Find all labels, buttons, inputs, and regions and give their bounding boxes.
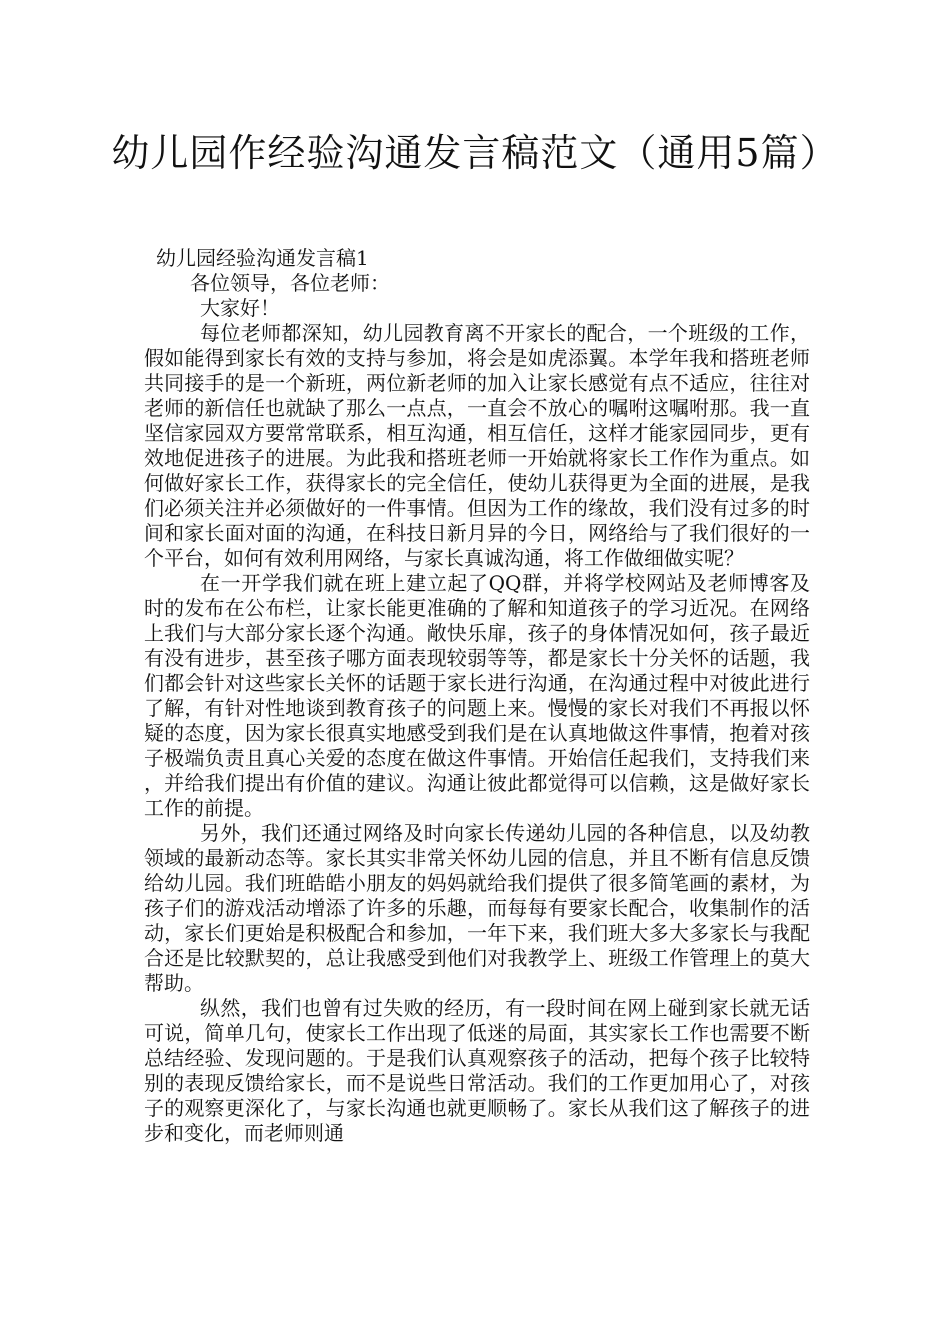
greeting: 大家好！ (200, 296, 280, 320)
document-title: 幼儿园作经验沟通发言稿范文（通用5篇） (111, 131, 839, 175)
paragraph-1: 每位老师都深知，幼儿园教育离不开家长的配合，一个班级的工作，假如能得到家长有效的支持与参加，将会是如虎添翼。本学年我和搭班老师共同接手的是一个新班，两位新老师的加入让家长感觉有点不适应，往往对老师的新信任也就缺了那么一点点，一直会不放心的嘱咐这嘱咐那。我一直坚信家园双方要常常联系，相互沟通，相互信任，这样才能家园同步，更有效地促进孩子的进展。为此我和搭班老师一开始就将家长工作作为重点。如何做好家长工作，获得家长的完全信任，使幼儿获得更为全面的进展，是我们必须关注并必须做好的一件事情。但因为工作的缘故，我们没有过多的时间和家长面对面的沟通，在科技日新月异的今日，网络给与了我们很好的一个平台，如何有效利用网络，与家长真诚沟通，将工作做细做实呢？ (144, 321, 810, 570)
salutation: 各位领导，各位老师： (190, 271, 390, 295)
paragraph-3: 另外，我们还通过网络及时向家长传递幼儿园的各种信息，以及幼教领域的最新动态等。家长其实非常关怀幼儿园的信息，并且不断有信息反馈给幼儿园。我们班皓皓小朋友的妈妈就给我们提供了很多简笔画的素材，为孩子们的游戏活动增添了许多的乐趣，而每每有要家长配合，收集制作的活动，家长们更始是积极配合和参加，一年下来，我们班大多大多家长与我配合还是比较默契的，总让我感受到他们对我教学上、班级工作管理上的莫大帮助。 (144, 821, 810, 995)
paragraph-4: 纵然，我们也曾有过失败的经历，有一段时间在网上碰到家长就无话可说，简单几句，使家长工作出现了低迷的局面，其实家长工作也需要不断总结经验、发现问题的。于是我们认真观察孩子的活动，把每个孩子比较特别的表现反馈给家长，而不是说些日常活动。我们的工作更加用心了，对孩子的观察更深化了，与家长沟通也就更顺畅了。家长从我们这了解孩子的进步和变化，而老师则通 (144, 996, 810, 1145)
section-heading: 幼儿园经验沟通发言稿1 (156, 246, 369, 270)
document-body (144, 246, 810, 1146)
paragraph-2: 在一开学我们就在班上建立起了QQ群，并将学校网站及老师博客及时的发布在公布栏，让家长能更准确的了解和知道孩子的学习近况。在网络上我们与大部分家长逐个沟通。敞快乐扉，孩子的身体情况如何，孩子最近有没有进步，甚至孩子哪方面表现较弱等等，都是家长十分关怀的话题，我们都会针对这些家长关怀的话题于家长进行沟通，在沟通过程中对彼此进行了解，有针对性地谈到教育孩子的问题上来。慢慢的家长对我们不再报以怀疑的态度，因为家长很真实地感受到我们是在认真地做这件事情，抱着对孩子极端负责且真心关爱的态度在做这件事情。开始信任起我们，支持我们来，并给我们提出有价值的建议。沟通让彼此都觉得可以信赖，这是做好家长工作的前提。 (144, 571, 810, 820)
